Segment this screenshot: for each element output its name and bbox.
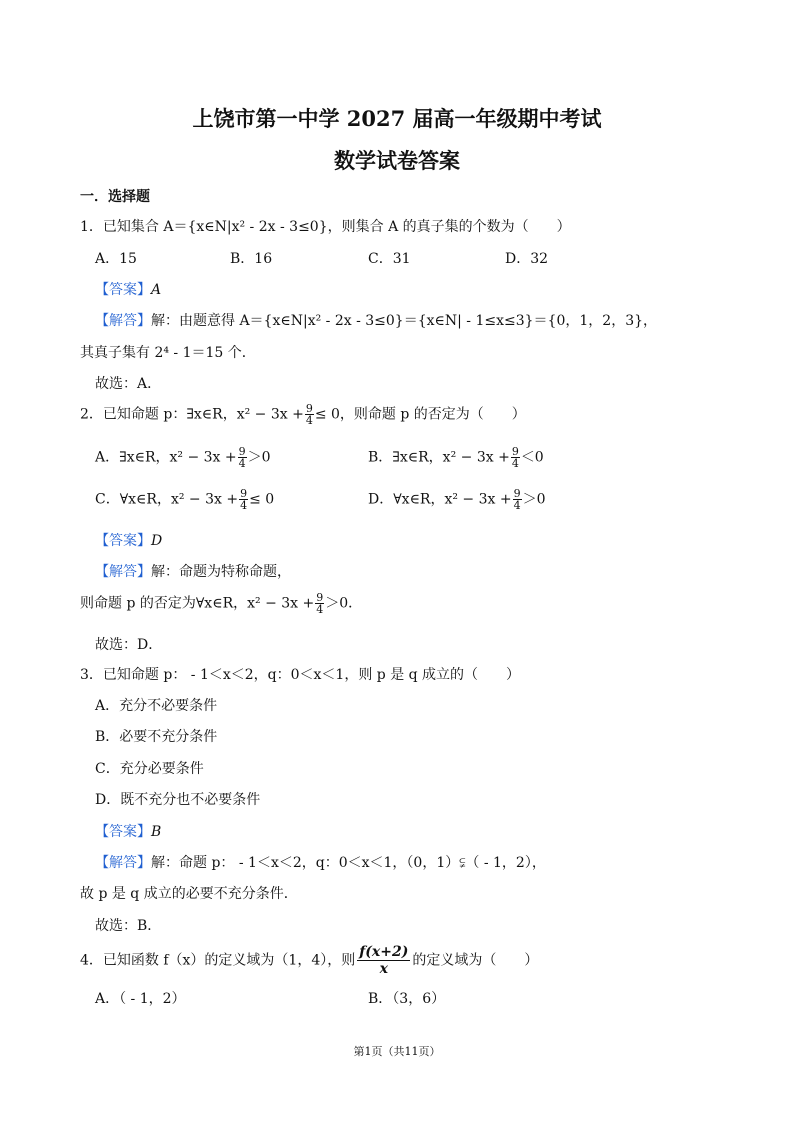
fraction (511, 446, 520, 469)
q1-option-a: A．15 (95, 251, 137, 267)
q2-option-a-pre: A．∃x∈R，x² − 3x + (95, 449, 237, 466)
q1-option-d: D．32 (505, 251, 549, 267)
q3-option-d: D．既不充分也不必要条件 (95, 792, 261, 808)
q1-answer-value: A (151, 282, 162, 298)
q2-stem (80, 403, 526, 426)
q2-option-b-pre: B．∃x∈R，x² − 3x + (368, 449, 510, 466)
fraction (238, 446, 247, 469)
fraction (315, 592, 324, 615)
answer-tag: 【答案】 (95, 824, 151, 840)
q3-option-c: C．充分必要条件 (95, 761, 204, 777)
q4-stem (80, 944, 538, 977)
solution-tag: 【解答】 (95, 313, 151, 329)
q2-solution-line2 (80, 592, 362, 615)
solution-tag: 【解答】 (95, 564, 151, 580)
q3-solution (95, 852, 546, 872)
q2-option-a-post: ＞0 (247, 449, 271, 466)
q4-stem-pre: 4．已知函数 f（x）的定义域为（1，4），则 (80, 952, 356, 969)
q1-option-c: C．31 (368, 251, 411, 267)
fraction-den: 4 (513, 499, 521, 512)
q2-option-d (368, 488, 546, 511)
q2-option-a (95, 446, 271, 469)
q4-option-b: B．（3，6） (368, 991, 446, 1007)
q2-option-d-pre: D．∀x∈R，x² − 3x + (368, 491, 512, 508)
q3-conclusion: 故选：B． (95, 918, 162, 934)
q2-option-b (368, 446, 544, 469)
fraction-num: 9 (240, 487, 248, 500)
q2-stem-pre: 2．已知命题 p：∃x∈R，x² − 3x + (80, 406, 304, 423)
page-subtitle: 数学试卷答案 (334, 148, 460, 173)
fraction-den: x (379, 961, 388, 977)
page-title: 上饶市第一中学 2027 届高一年级期中考试 (192, 106, 602, 131)
fraction (513, 488, 522, 511)
q1-solution-line2: 其真子集有 2⁴ - 1＝15 个． (80, 345, 256, 361)
q2-answer-value: D (151, 533, 163, 549)
answer-tag: 【答案】 (95, 282, 151, 298)
q1-conclusion: 故选：A． (95, 376, 162, 392)
fraction-den: 4 (316, 603, 324, 616)
fraction-den: 4 (240, 499, 248, 512)
section-heading: 一．选择题 (80, 189, 150, 205)
fraction-num: 9 (511, 445, 519, 458)
q2-conclusion: 故选：D． (95, 637, 163, 653)
fraction-num: 9 (238, 445, 246, 458)
q2-option-c (95, 488, 274, 511)
fraction-den: 4 (305, 414, 313, 427)
answer-tag: 【答案】 (95, 533, 151, 549)
q3-option-b: B．必要不充分条件 (95, 729, 218, 745)
q3-solution-line1: 解：命题 p： - 1＜x＜2，q：0＜x＜1，（0，1）⫋（ - 1，2）， (151, 855, 546, 871)
page-footer: 第1页（共11页） (353, 1045, 441, 1058)
fraction-num: f(x+2) (359, 944, 409, 960)
q2-option-c-pre: C．∀x∈R，x² − 3x + (95, 491, 239, 508)
q1-solution (95, 310, 657, 330)
q3-answer (95, 821, 161, 841)
q2-option-c-post: ≤ 0 (249, 491, 275, 508)
fraction (357, 944, 410, 977)
fraction-num: 9 (305, 402, 313, 415)
fraction (239, 488, 248, 511)
q3-answer-value: B (151, 824, 162, 840)
q2-answer (95, 530, 162, 550)
q2-stem-post: ≤ 0，则命题 p 的否定为（ ） (314, 406, 526, 423)
solution-tag: 【解答】 (95, 855, 151, 871)
q3-solution-line2: 故 p 是 q 成立的必要不充分条件． (80, 886, 298, 902)
q1-solution-line1: 解：由题意得 A＝{x∈N|x² - 2x - 3≤0}＝{x∈N| - 1≤x≤3}＝{0，1，2，3}， (151, 313, 658, 329)
fraction-num: 9 (316, 591, 324, 604)
fraction-num: 9 (513, 487, 521, 500)
q1-option-b: B．16 (230, 251, 273, 267)
q2-option-d-post: ＞0 (522, 491, 546, 508)
q4-option-a: A．（ - 1，2） (95, 991, 186, 1007)
fraction-den: 4 (238, 457, 246, 470)
q2-solution-line1: 解：命题为特称命题， (151, 564, 291, 580)
q2-solution (95, 561, 291, 581)
q4-stem-post: 的定义域为（ ） (412, 952, 539, 969)
fraction-den: 4 (511, 457, 519, 470)
q1-stem: 1．已知集合 A＝{x∈N|x² - 2x - 3≤0}，则集合 A 的真子集的个数为（ ） (80, 219, 571, 235)
q1-answer (95, 279, 161, 299)
q3-option-a: A．充分不必要条件 (95, 698, 218, 714)
q2-option-b-post: ＜0 (520, 449, 544, 466)
q3-stem: 3．已知命题 p： - 1＜x＜2，q：0＜x＜1，则 p 是 q 成立的（ ） (80, 667, 521, 683)
q2-solution-line2-post: ＞0． (325, 595, 363, 612)
q2-solution-line2-pre: 则命题 p 的否定为∀x∈R，x² − 3x + (80, 595, 315, 612)
fraction (305, 403, 314, 426)
